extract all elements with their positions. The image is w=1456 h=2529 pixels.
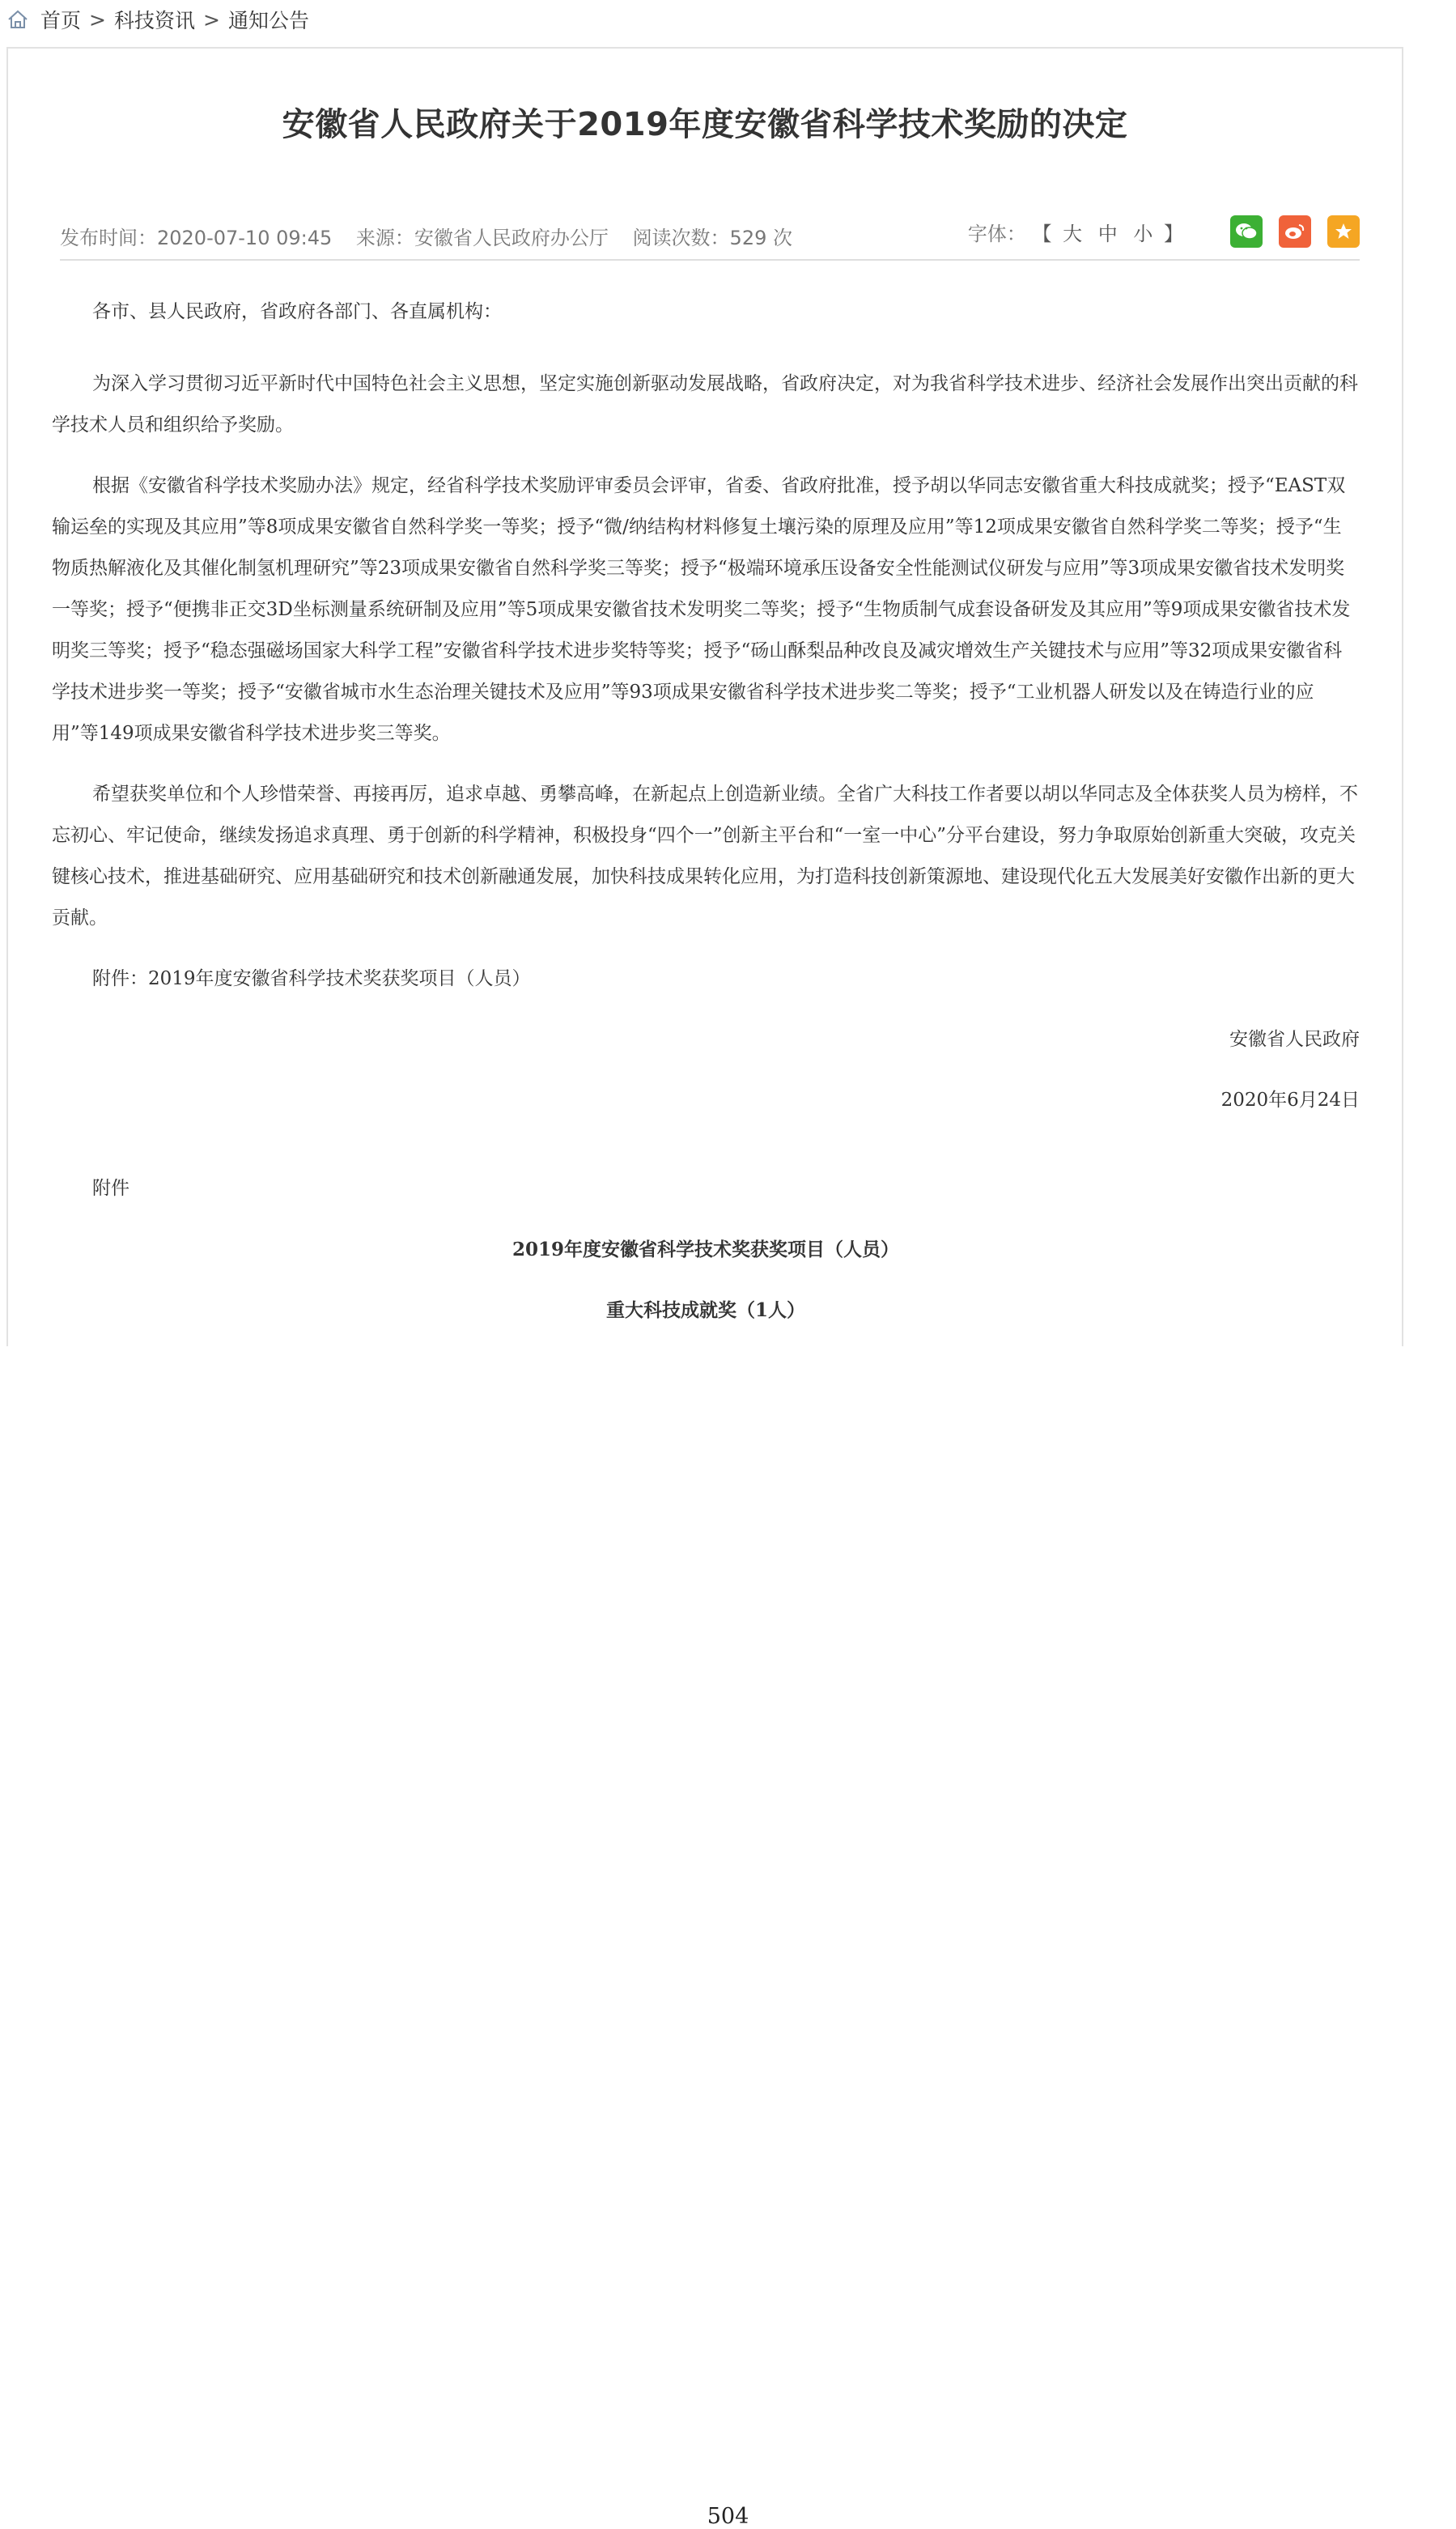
article-container (6, 47, 1403, 1346)
star-icon[interactable] (1327, 215, 1360, 248)
weibo-icon[interactable] (1279, 215, 1311, 248)
font-size-large-button[interactable]: 大 (1063, 222, 1083, 245)
font-size-small-button[interactable]: 小 (1133, 222, 1153, 245)
font-size-selector (968, 218, 1183, 246)
breadcrumb-notices-link[interactable]: 通知公告 (227, 9, 309, 32)
page-number: 504 (707, 2504, 749, 2529)
bracket-open: 【 (1032, 222, 1052, 245)
attachment-title: 2019年度安徽省科学技术奖获奖项目（人员） (512, 1239, 899, 1260)
font-size-label: 字体： (967, 222, 1026, 245)
article-body (52, 291, 1360, 1350)
font-size-medium-button[interactable]: 中 (1097, 222, 1118, 245)
paragraph: 为深入学习贯彻习近平新时代中国特色社会主义思想，坚定实施创新驱动发展战略，省政府决定，对为我省科学技术进步、经济社会发展作出突出贡献的科学技术人员和组织给予奖励。 (52, 373, 1358, 436)
bracket-close: 】 (1164, 222, 1183, 245)
read-count: 阅读次数：529 次 (632, 227, 792, 249)
attachment-subtitle: 重大科技成就奖（1人） (605, 1299, 805, 1321)
publish-time: 发布时间：2020-07-10 09:45 (60, 227, 333, 249)
wechat-icon[interactable] (1230, 215, 1263, 248)
page-title: 安徽省人民政府关于2019年度安徽省科学技术奖励的决定 (282, 106, 1128, 143)
attachment-note: 附件：2019年度安徽省科学技术奖获奖项目（人员） (92, 968, 531, 989)
home-icon[interactable] (6, 8, 29, 31)
breadcrumb-tech-news-link[interactable]: 科技资讯 (113, 9, 195, 32)
salutation: 各市、县人民政府，省政府各部门、各直属机构： (92, 301, 502, 322)
breadcrumb-home-link[interactable]: 首页 (40, 9, 82, 32)
attachment-heading: 附件 (92, 1178, 129, 1199)
breadcrumb (6, 3, 309, 36)
article-meta (60, 210, 1360, 261)
signature-date: 2020年6月24日 (1220, 1090, 1360, 1111)
breadcrumb-separator: > (202, 7, 220, 32)
article-meta-info (60, 222, 810, 250)
article-tools (968, 215, 1360, 248)
paragraph: 根据《安徽省科学技术奖励办法》规定，经省科学技术奖励评审委员会评审，省委、省政府批准，授予胡以华同志安徽省重大科技成就奖；授予“EAST双输运垒的实现及其应用”等8项成果安徽省自然科学奖一等奖；授予“微/纳结构材料修复土壤污染的原理及应用”等12项成果安徽省自然科学奖二等奖；授予“生物质热解液化及其催化制氢机理研究”等23项成果安徽省自然科学奖三等奖；授予“极端环境承压设备安全性能测试仪研发与应用”等3项成果安徽省技术发明奖一等奖；授予“便携非正交3D坐标测量系统研制及应用”等5项成果安徽省技术发明奖二等奖；授予“生物质制气成套设备研发及其应用”等9项成果安徽省技术发明奖三等奖；授予“稳态强磁场国家大科学工程”安徽省科学技术进步奖特等奖；授予“砀山酥梨品种改良及减灾增效生产关键技术与应用”等32项成果安徽省科学技术进步奖一等奖；授予“安徽省城市水生态治理关键技术及应用”等93项成果安徽省科学技术进步奖二等奖；授予“工业机器人研发以及在铸造行业的应用”等149项成果安徽省科学技术进步奖三等奖。 (52, 475, 1351, 744)
signature-organization: 安徽省人民政府 (1229, 1029, 1360, 1050)
breadcrumb-separator: > (89, 7, 106, 32)
source: 来源：安徽省人民政府办公厅 (355, 227, 609, 249)
paragraph: 希望获奖单位和个人珍惜荣誉、再接再厉，追求卓越、勇攀高峰，在新起点上创造新业绩。全省广大科技工作者要以胡以华同志及全体获奖人员为榜样，不忘初心、牢记使命，继续发扬追求真理、勇于创新的科学精神，积极投身“四个一”创新主平台和“一室一中心”分平台建设，努力争取原始创新重大突破，攻克关键核心技术，推进基础研究、应用基础研究和技术创新融通发展，加快科技成果转化应用，为打造科技创新策源地、建设现代化五大发展美好安徽作出新的更大贡献。 (52, 784, 1358, 929)
